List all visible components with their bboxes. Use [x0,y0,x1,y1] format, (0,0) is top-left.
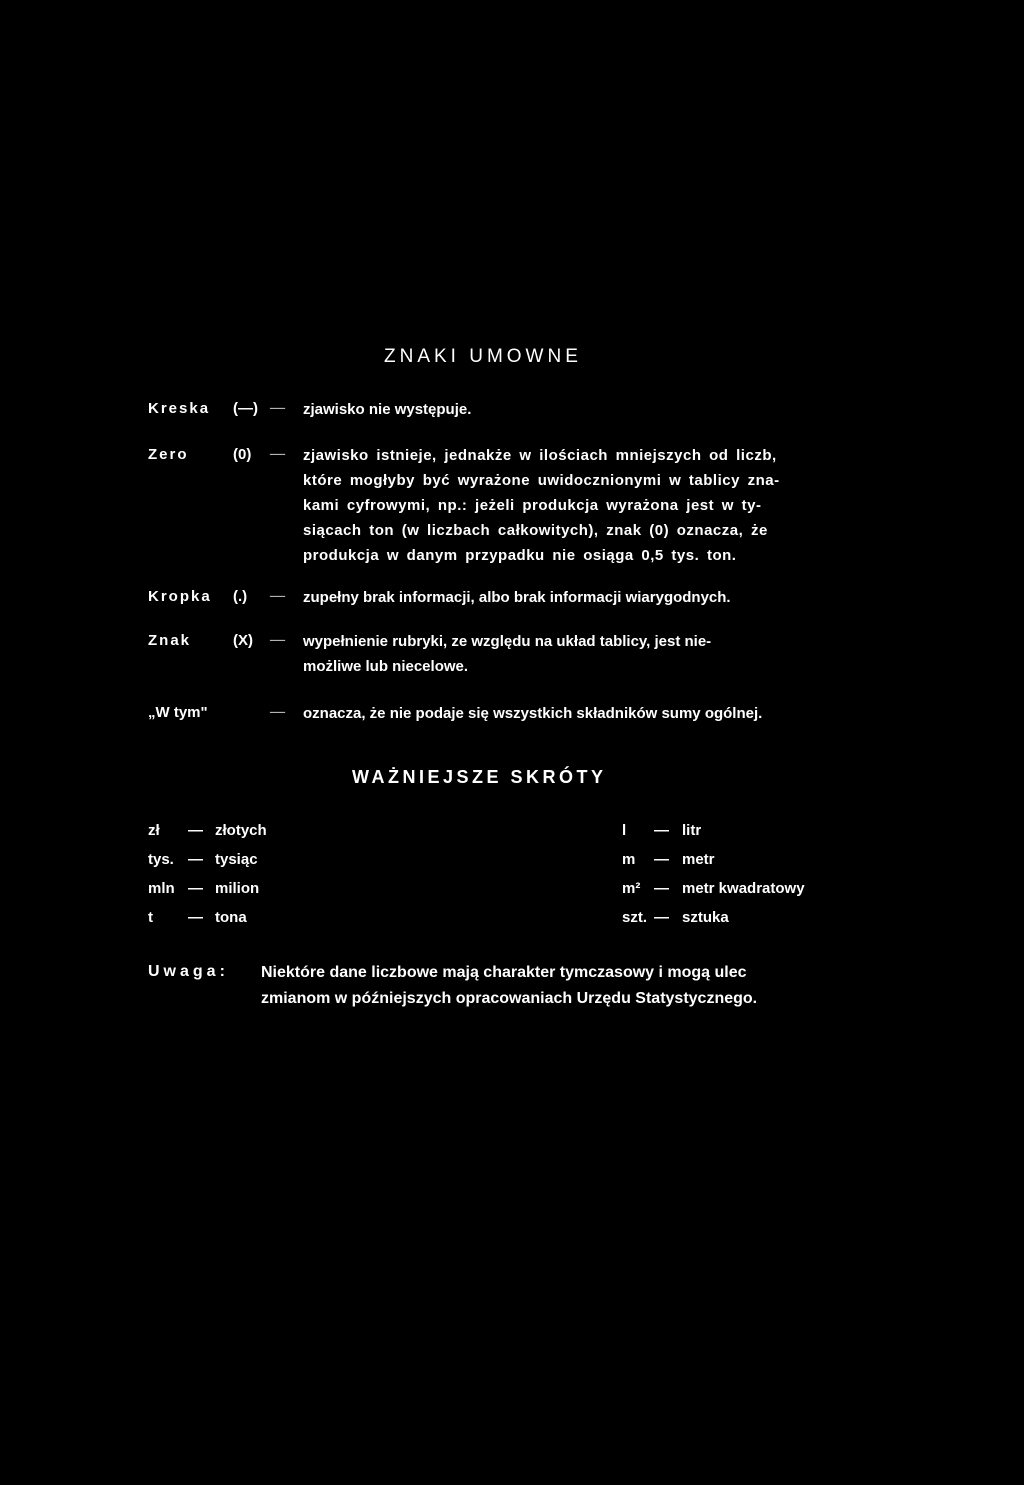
symbol-dash-znak: — [270,632,285,648]
desc-line: kami cyfrowymi, np.: jeżeli produkcja wyrażona jest w ty- [303,497,762,514]
abbr-dash: — [654,851,669,868]
desc-line: możliwe lub niecelowe. [303,658,469,675]
symbol-dash-kropka: — [270,588,285,604]
symbol-desc-w-tym [303,701,762,726]
symbol-mark-zero: (0) [233,446,252,463]
page-title: ZNAKI UMOWNE [384,346,582,367]
abbr-term: l [622,822,627,839]
abbr-dash: — [188,822,203,839]
abbr-term: zł [148,822,160,839]
desc-line: produkcja w danym przypadku nie osiąga 0,5 tys. ton. [303,547,737,564]
abbr-term: mln [148,880,175,897]
symbol-label-znak: Znak [148,632,192,649]
desc-line: zupełny brak informacji, albo brak informacji wiarygodnych. [303,589,731,606]
abbr-meaning: milion [215,880,260,897]
symbol-label-kropka: Kropka [148,588,212,605]
abbr-meaning: tona [215,909,247,926]
abbr-dash: — [654,822,669,839]
note-text [261,960,757,1012]
abbr-meaning: tysiąc [215,851,258,868]
abbr-term: tys. [148,851,174,868]
symbol-desc-kreska [303,397,471,422]
note-label: Uwaga: [148,963,229,980]
symbol-dash-zero: — [270,446,285,462]
symbol-label-kreska: Kreska [148,400,211,417]
desc-line: zjawisko istnieje, jednakże w ilościach mniejszych od liczb, [303,447,777,464]
symbol-mark-znak: (X) [233,632,253,649]
abbr-meaning: litr [682,822,702,839]
note-line: Niektóre dane liczbowe mają charakter tymczasowy i mogą ulec [261,964,747,981]
abbr-term: m² [622,880,641,897]
symbol-desc-kropka [303,585,731,610]
symbol-desc-znak [303,629,711,679]
symbol-dash-kreska: — [270,400,285,416]
abbr-dash: — [654,909,669,926]
symbol-label-w-tym: „W tym" [148,704,208,721]
symbol-desc-zero [303,443,780,568]
note-line: zmianom w późniejszych opracowaniach Urzędu Statystycznego. [261,990,758,1007]
abbr-term: t [148,909,153,926]
abbr-meaning: metr [682,851,715,868]
abbreviations-title: WAŻNIEJSZE SKRÓTY [352,767,607,787]
abbr-dash: — [188,880,203,897]
abbr-dash: — [654,880,669,897]
abbr-meaning: sztuka [682,909,729,926]
abbr-dash: — [188,909,203,926]
symbol-mark-kropka: (.) [233,588,248,605]
desc-line: wypełnienie rubryki, ze względu na układ tablicy, jest nie- [303,633,712,650]
desc-line: które mogłyby być wyrażone uwidocznionymi w tablicy zna- [303,472,780,489]
desc-line: siącach ton (w liczbach całkowitych), znak (0) oznacza, że [303,522,768,539]
abbr-term: szt. [622,909,648,926]
abbr-meaning: metr kwadratowy [682,880,805,897]
desc-line: zjawisko nie występuje. [303,401,472,418]
abbr-term: m [622,851,636,868]
desc-line: oznacza, że nie podaje się wszystkich składników sumy ogólnej. [303,705,763,722]
symbol-mark-kreska: (—) [233,400,258,417]
symbol-dash-w-tym: — [270,704,285,720]
abbr-dash: — [188,851,203,868]
abbr-meaning: złotych [215,822,267,839]
symbol-label-zero: Zero [148,446,189,463]
